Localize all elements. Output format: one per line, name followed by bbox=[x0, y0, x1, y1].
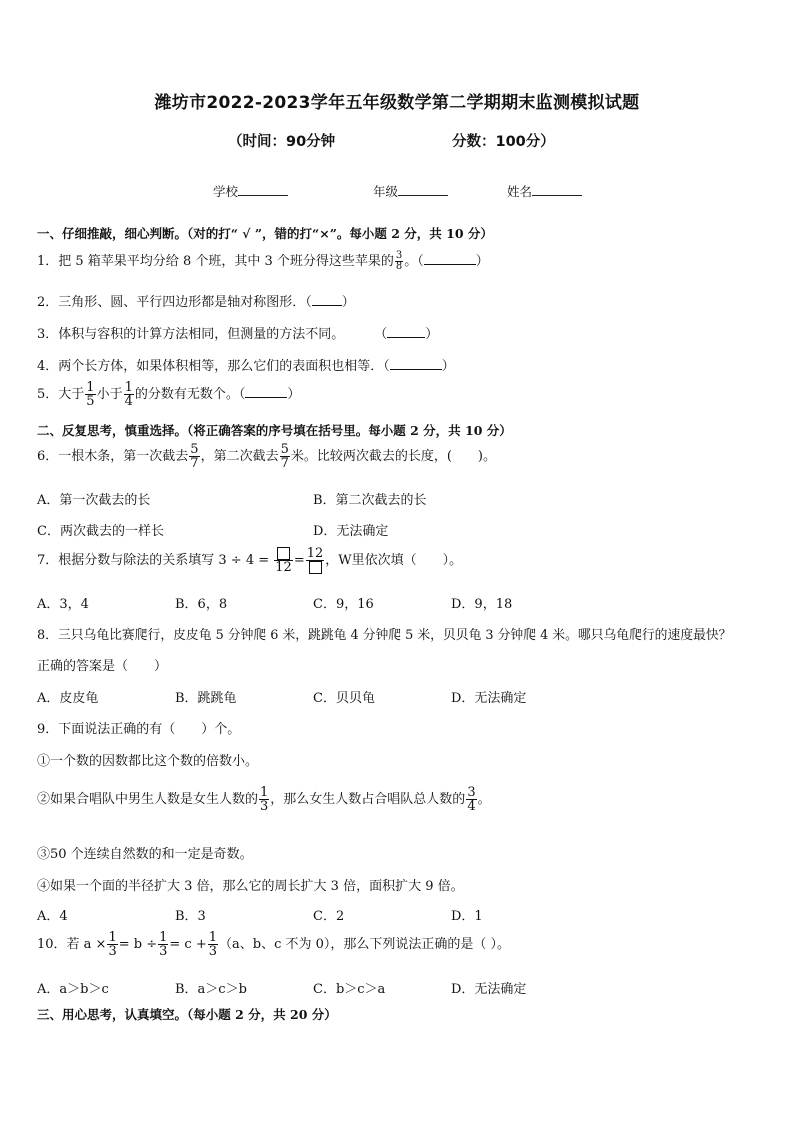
statement-2: ②如果合唱队中男生人数是女生人数的 $\frac{1}{3}$ ，那么女生人数占合唱队总人数的 $\frac{3}{4}$ 。 bbox=[37, 785, 491, 814]
name-label: 姓名 bbox=[507, 184, 533, 199]
statement-4: ④如果一个面的半径扩大 3 倍，那么它的周长扩大 3 倍，面积扩大 9 倍。 bbox=[37, 879, 464, 894]
option-c[interactable]: C．贝贝龟 bbox=[313, 691, 375, 706]
option-c[interactable]: C．9，16 bbox=[313, 597, 374, 612]
section2-heading: 二、反复思考，慎重选择。（将正确答案的序号填在括号里。每小题 2 分，共 10 分） bbox=[37, 423, 512, 438]
option-d[interactable]: D．无法确定 bbox=[451, 982, 527, 997]
answer-blank[interactable] bbox=[390, 358, 442, 370]
fraction: $\frac{5}{7}$ bbox=[190, 442, 199, 471]
option-c[interactable]: C．2 bbox=[313, 909, 345, 924]
option-a[interactable]: A．a＞b＞c bbox=[37, 982, 109, 997]
fraction: $\frac{1}{3}$ bbox=[159, 930, 168, 959]
answer-blank[interactable] bbox=[424, 253, 476, 265]
option-d[interactable]: D．9，18 bbox=[451, 597, 513, 612]
fraction: $\frac{1}{4}$ bbox=[124, 380, 133, 409]
page-title: 潍坊市2022-2023学年五年级数学第二学期期末监测模拟试题 bbox=[154, 93, 640, 113]
option-b[interactable]: B．3 bbox=[175, 909, 206, 924]
answer-blank[interactable] bbox=[387, 326, 425, 338]
option-d[interactable]: D．1 bbox=[451, 909, 483, 924]
question-4: 4．两个长方体，如果体积相等，那么它们的表面积也相等．（ ） bbox=[37, 359, 455, 374]
option-c[interactable]: C．b＞c＞a bbox=[313, 982, 386, 997]
question-2: 2．三角形、圆、平行四边形都是轴对称图形．（ ） bbox=[37, 295, 355, 310]
question-6: 6．一根木条，第一次截去 $\frac{5}{7}$ ，第二次截去 $\frac{5}{7}$ 米。比较两次截去的长度，( )。 bbox=[37, 442, 497, 471]
fraction: $\frac{1}{3}$ bbox=[108, 930, 117, 959]
option-a[interactable]: A．4 bbox=[37, 909, 68, 924]
grade-field bbox=[373, 182, 448, 200]
box-placeholder-icon bbox=[309, 561, 322, 574]
question-1: 1．把 5 箱苹果平均分给 8 个班，其中 3 个班分得这些苹果的 $\frac{3}{8}$ 。（ ） bbox=[37, 250, 489, 272]
school-field bbox=[213, 182, 288, 200]
fraction: 12 bbox=[306, 547, 325, 574]
option-d[interactable]: D．无法确定 bbox=[451, 691, 527, 706]
exam-time: （时间：90分钟 bbox=[228, 134, 336, 150]
grade-blank[interactable] bbox=[398, 183, 448, 196]
option-b[interactable]: B．a＞c＞b bbox=[175, 982, 247, 997]
fraction: $\frac{1}{5}$ bbox=[86, 380, 95, 409]
option-b[interactable]: B．跳跳龟 bbox=[175, 691, 237, 706]
option-a[interactable]: A．3，4 bbox=[37, 597, 89, 612]
option-c[interactable]: C．两次截去的一样长 bbox=[37, 524, 164, 539]
option-b[interactable]: B．第二次截去的长 bbox=[313, 493, 427, 508]
option-d[interactable]: D．无法确定 bbox=[313, 524, 389, 539]
section1-heading: 一、仔细推敲，细心判断。（对的打“ √ ”，错的打“×”。每小题 2 分，共 10 分） bbox=[37, 226, 493, 241]
answer-blank[interactable] bbox=[312, 294, 342, 306]
fraction: $\frac{1}{3}$ bbox=[260, 785, 269, 814]
grade-label: 年级 bbox=[373, 184, 399, 199]
option-a[interactable]: A．第一次截去的长 bbox=[37, 493, 151, 508]
fraction: $\frac{3}{8}$ bbox=[395, 250, 403, 272]
school-blank[interactable] bbox=[238, 183, 288, 196]
section3-heading: 三、用心思考，认真填空。（每小题 2 分，共 20 分） bbox=[37, 1007, 337, 1022]
fraction: $\frac{3}{4}$ bbox=[467, 785, 476, 814]
option-a[interactable]: A．皮皮龟 bbox=[37, 691, 99, 706]
fraction: $\frac{5}{7}$ bbox=[280, 442, 289, 471]
question-3: 3．体积与容积的计算方法相同，但测量的方法不同。 （ ） bbox=[37, 327, 439, 342]
fraction: $\frac{1}{3}$ bbox=[208, 930, 218, 959]
name-field bbox=[507, 182, 582, 200]
statement-3: ③50 个连续自然数的和一定是奇数。 bbox=[37, 847, 253, 862]
statement-1: ①一个数的因数都比这个数的倍数小。 bbox=[37, 754, 259, 769]
name-blank[interactable] bbox=[532, 183, 582, 196]
question-9: 9．下面说法正确的有（ ）个。 bbox=[37, 722, 241, 737]
question-8-prompt: 正确的答案是（ ） bbox=[37, 659, 168, 674]
box-placeholder-icon bbox=[277, 547, 290, 560]
question-7: 7．根据分数与除法的关系填写 3 ÷ 4 = 12 = 12 ，W里依次填（ ）。 bbox=[37, 546, 463, 575]
answer-blank[interactable] bbox=[245, 386, 287, 398]
question-8: 8．三只乌龟比赛爬行，皮皮龟 5 分钟爬 6 米，跳跳龟 4 分钟爬 5 米，贝贝龟 3 分钟爬 4 米。哪只乌龟爬行的速度最快？ bbox=[37, 628, 732, 643]
question-10: 10．若 a × $\frac{1}{3}$ = b ÷ $\frac{1}{3}$ = c + $\frac{1}{3}$ （a、b、c 不为 0），那么下列说法正确的是（ ）。 bbox=[37, 930, 511, 959]
option-b[interactable]: B．6，8 bbox=[175, 597, 228, 612]
school-label: 学校 bbox=[213, 184, 239, 199]
question-5: 5．大于 $\frac{1}{5}$ 小于 $\frac{1}{4}$ 的分数有无数个。（ ） bbox=[37, 380, 301, 409]
fraction: 12 bbox=[274, 547, 293, 574]
exam-score: 分数：100分） bbox=[452, 134, 555, 150]
